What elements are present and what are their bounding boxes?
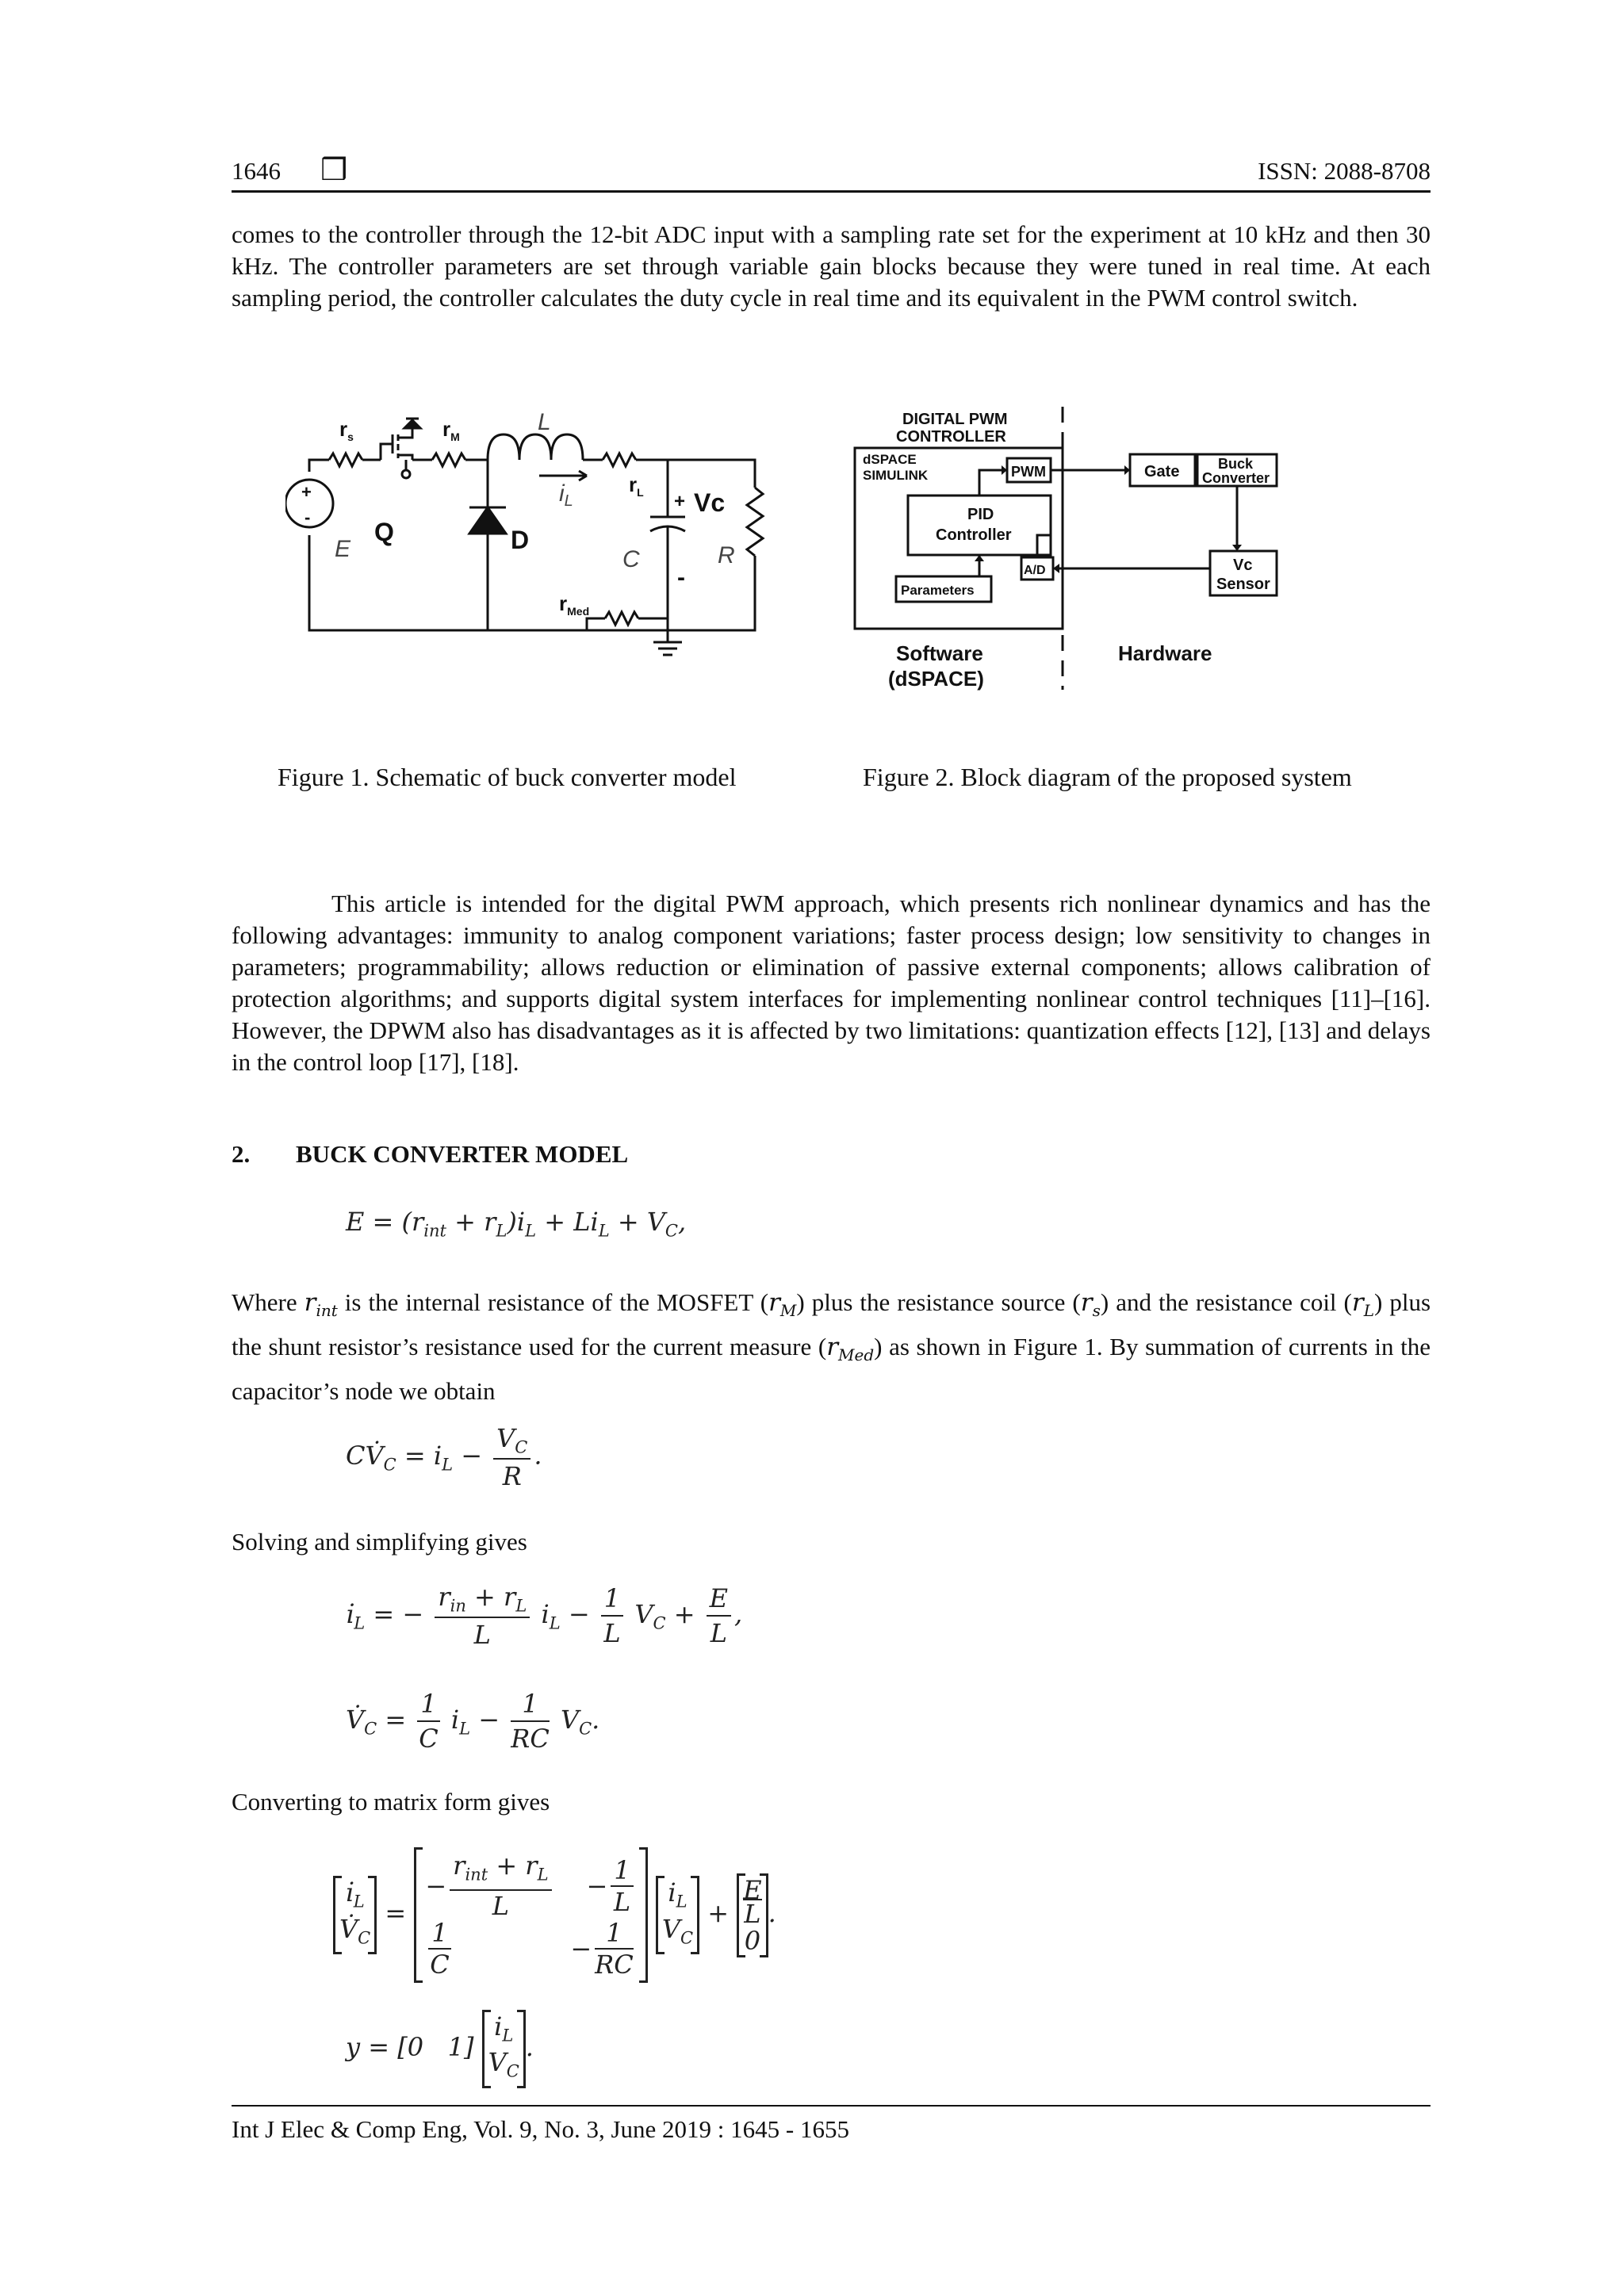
label-d: D	[511, 526, 530, 554]
label-l: L	[538, 412, 551, 435]
label-rs: r	[339, 417, 348, 441]
label-il: i	[559, 480, 565, 507]
intro-paragraph: comes to the controller through the 12-bit ADC input with a sampling rate set for the experiment at 10 kHz and then 30 kHz. The controller parameters are set through variable gain blocks because they were tuned in real time. At each sampling period, the controller calculates the duty cycle in real time and its equivalent in the PWM control switch.	[232, 220, 1431, 312]
equation-4: $V̇_C$ = $\frac{1}{C}$ $i_L$ − $\frac{1}{RC}$ $V_C$.	[346, 1689, 600, 1754]
section-heading	[232, 1140, 628, 1169]
issn: ISSN: 2088-8708	[1258, 157, 1431, 185]
fig2-vc-2: Sensor	[1216, 576, 1270, 593]
fig2-parameters: Parameters	[901, 583, 975, 598]
fig2-gate: Gate	[1144, 463, 1180, 480]
fig2-title-1: DIGITAL PWM	[902, 411, 1008, 428]
svg-text:rM	[442, 417, 460, 443]
label-rs-sub: s	[347, 430, 354, 443]
paragraph-where: Where $r_{int}$ is the internal resistance of the MOSFET $(r_M)$ plus the resistance source $(r_s)$ and the resistance coil $(r_L)$ plus the shunt resistor’s resistance used for the current measure $(r_{Med})$ as shown in Figure 1. By summation of currents in the capacitor’s node we obtain	[232, 1288, 1431, 1406]
fig2-buck-2: Converter	[1202, 470, 1270, 486]
rmed-resistor	[605, 612, 638, 625]
svg-text:+: +	[301, 482, 312, 502]
figure2-block-diagram	[848, 400, 1293, 702]
fig2-pid-1: PID	[967, 506, 994, 523]
fig2-software-2: (dSPACE)	[888, 667, 984, 691]
label-rl-sub: L	[637, 486, 644, 499]
label-rmed-sub: Med	[567, 605, 590, 618]
equation-2: $CV̇_C = i_L$ − $\frac{V_C}{R}$ .	[346, 1423, 542, 1492]
label-c: C	[622, 546, 640, 572]
fig2-pwm: PWM	[1011, 464, 1046, 480]
label-vc: Vc	[694, 488, 726, 517]
fig2-pid-2: Controller	[936, 526, 1012, 544]
text-solving: Solving and simplifying gives	[232, 1528, 527, 1556]
label-r: R	[718, 542, 735, 568]
rl-resistor	[603, 453, 636, 466]
footer-rule	[232, 2105, 1431, 2107]
equation-3: $i̇_L$ = − $\frac{r_{in} + r_L}{L}$ $i_L$ − $\frac{1}{L}$ $V_C$ + $\frac{E}{L}$ ,	[346, 1582, 743, 1651]
section-title: BUCK CONVERTER MODEL	[296, 1140, 629, 1168]
label-rm-sub: M	[450, 430, 460, 443]
rm-resistor	[432, 453, 465, 466]
paragraph-digital-pwm: This article is intended for the digital PWM approach, which presents rich nonlinear dynamics and has the following advantages: immunity to analog component variations; faster process design; low sensitivity to changes in parameters; programmability; allows reduction or elimination of passive external components; allows calibration of protection algorithms; and supports digital system interfaces for implementing nonlinear control techniques [11]–[16]. However, the DPWM also has disadvantages as it is affected by two limitations: quantization effects [12], [13] and delays in the control loop [17], [18].	[232, 890, 1431, 1076]
figure1-schematic	[285, 412, 777, 674]
label-plus: +	[674, 491, 686, 512]
fig2-dspace-1: dSPACE	[863, 452, 917, 467]
equation-1: $E = (r_{int} + r_L)i_L + Li_L + V_C$,	[346, 1207, 687, 1241]
page-number: 1646	[232, 157, 281, 185]
svg-text:rL	[629, 473, 644, 499]
fig2-software-1: Software	[896, 641, 983, 665]
footer-citation: Int J Elec & Comp Eng, Vol. 9, No. 3, June 2019 : 1645 - 1655	[232, 2115, 849, 2143]
diode-d	[469, 507, 506, 534]
section-number: 2.	[232, 1140, 251, 1168]
text-matrix: Converting to matrix form gives	[232, 1788, 550, 1816]
equation-6: y = [0 1] $i_L$ $V_C$ .	[346, 2010, 534, 2088]
equation-5: $i̇_L$ $V̇_C$ = − $\frac{r_{int} + r_L}{L}$ − $\frac{1}{L}$ $\frac{1}{C}$ − $\frac{1}{RC}$ $i_L$ $V_C$ + E L 0 .	[333, 1847, 776, 1983]
fig2-vc-1: Vc	[1233, 557, 1253, 574]
label-rm: r	[442, 417, 451, 441]
figure1-caption: Figure 1. Schematic of buck converter model	[278, 763, 737, 791]
mosfet-q	[381, 419, 420, 478]
fig2-buck-1: Buck	[1218, 456, 1254, 472]
label-minus: -	[677, 564, 685, 591]
figure2-caption: Figure 2. Block diagram of the proposed system	[863, 763, 1352, 791]
box-icon: ❒	[320, 152, 348, 187]
rs-resistor	[329, 453, 362, 466]
svg-text:-: -	[304, 507, 311, 527]
svg-text:rs	[339, 417, 354, 443]
load-resistor-r	[747, 488, 763, 556]
fig2-hardware: Hardware	[1118, 641, 1212, 665]
label-il-sub: L	[564, 492, 573, 510]
fig2-title-2: CONTROLLER	[896, 428, 1006, 446]
label-q: Q	[374, 518, 394, 546]
label-rl: r	[629, 473, 638, 496]
label-e: E	[335, 536, 351, 562]
svg-text:rMed	[559, 591, 589, 618]
fig2-ad: A/D	[1024, 564, 1046, 577]
header-rule	[232, 190, 1431, 193]
inductor-l	[488, 434, 583, 460]
svg-text:iL	[559, 480, 573, 510]
label-rmed: r	[559, 591, 568, 615]
fig2-dspace-2: SIMULINK	[863, 468, 929, 483]
